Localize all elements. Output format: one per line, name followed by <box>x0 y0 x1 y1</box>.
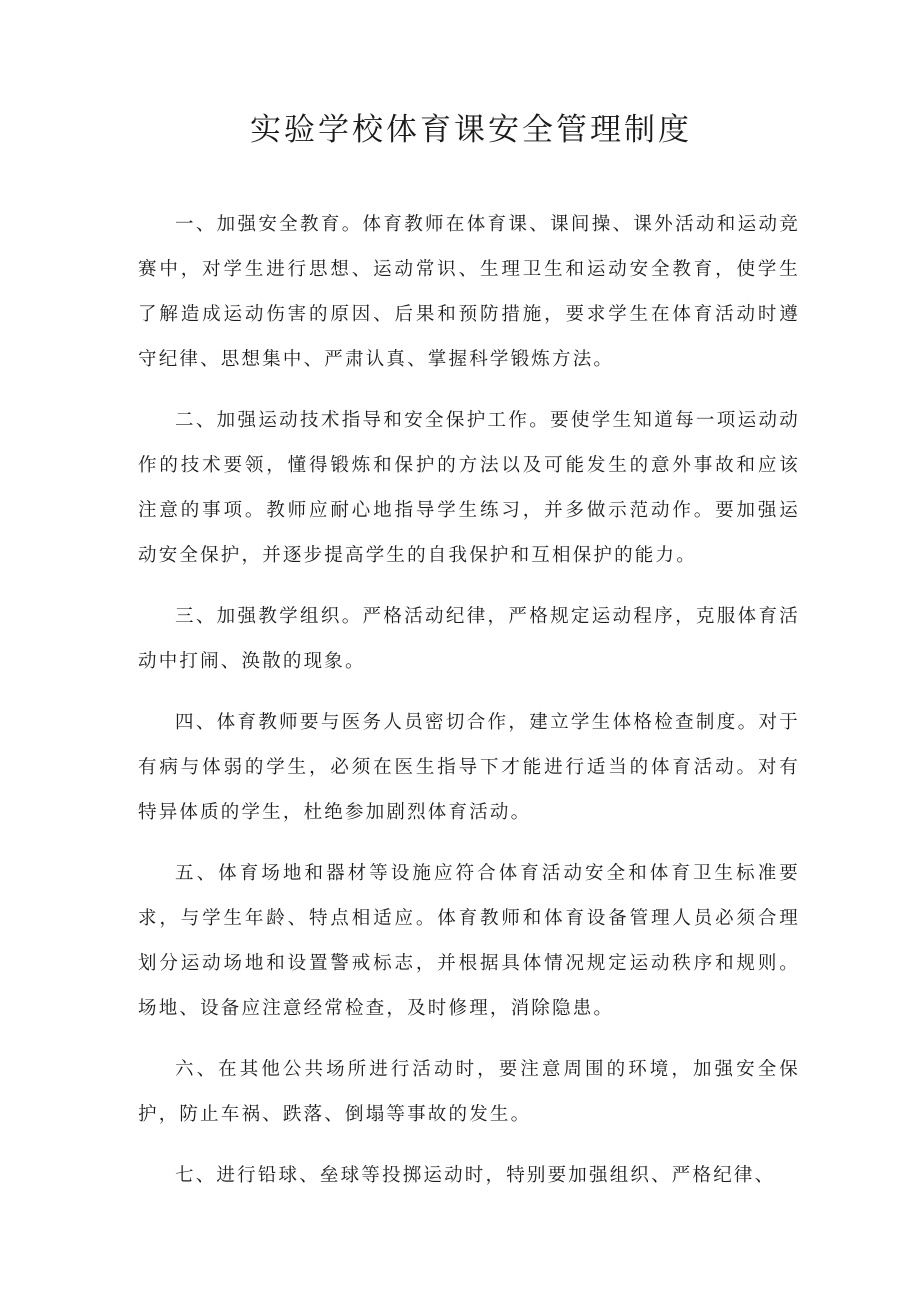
paragraph-1: 一、加强安全教育。体育教师在体育课、课间操、课外活动和运动竞赛中，对学生进行思想、运动常识、生理卫生和运动安全教育，使学生了解造成运动伤害的原因、后果和预防措施，要求学生在体育活动时遵守纪律、思想集中、严肃认真、掌握科学锻炼方法。 <box>138 214 800 370</box>
paragraph-2: 二、加强运动技术指导和安全保护工作。要使学生知道每一项运动动作的技术要领，懂得锻炼和保护的方法以及可能发生的意外事故和应该注意的事项。教师应耐心地指导学生练习，并多做示范动作。要加强运动安全保护，并逐步提高学生的自我保护和互相保护的能力。 <box>138 410 800 566</box>
document-title: 实验学校体育课安全管理制度 <box>250 112 692 148</box>
paragraph-6: 六、在其他公共场所进行活动时，要注意周围的环境，加强安全保护，防止车祸、跌落、倒塌等事故的发生。 <box>138 1059 800 1125</box>
paragraph-5: 五、体育场地和器材等设施应符合体育活动安全和体育卫生标准要求，与学生年龄、特点相适应。体育教师和体育设备管理人员必须合理划分运动场地和设置警戒标志，并根据具体情况规定运动秩序和规则。场地、设备应注意经常检查，及时修理，消除隐患。 <box>138 863 800 1019</box>
paragraph-3: 三、加强教学组织。严格活动纪律，严格规定运动程序，克服体育活动中打闹、涣散的现象。 <box>138 606 800 672</box>
document-body <box>138 202 800 1198</box>
paragraph-7: 七、进行铅球、垒球等投掷运动时，特别要加强组织、严格纪律、 <box>175 1165 776 1186</box>
paragraph-4: 四、体育教师要与医务人员密切合作，建立学生体格检查制度。对于有病与体弱的学生，必须在医生指导下才能进行适当的体育活动。对有特异体质的学生，杜绝参加剧烈体育活动。 <box>138 712 800 823</box>
